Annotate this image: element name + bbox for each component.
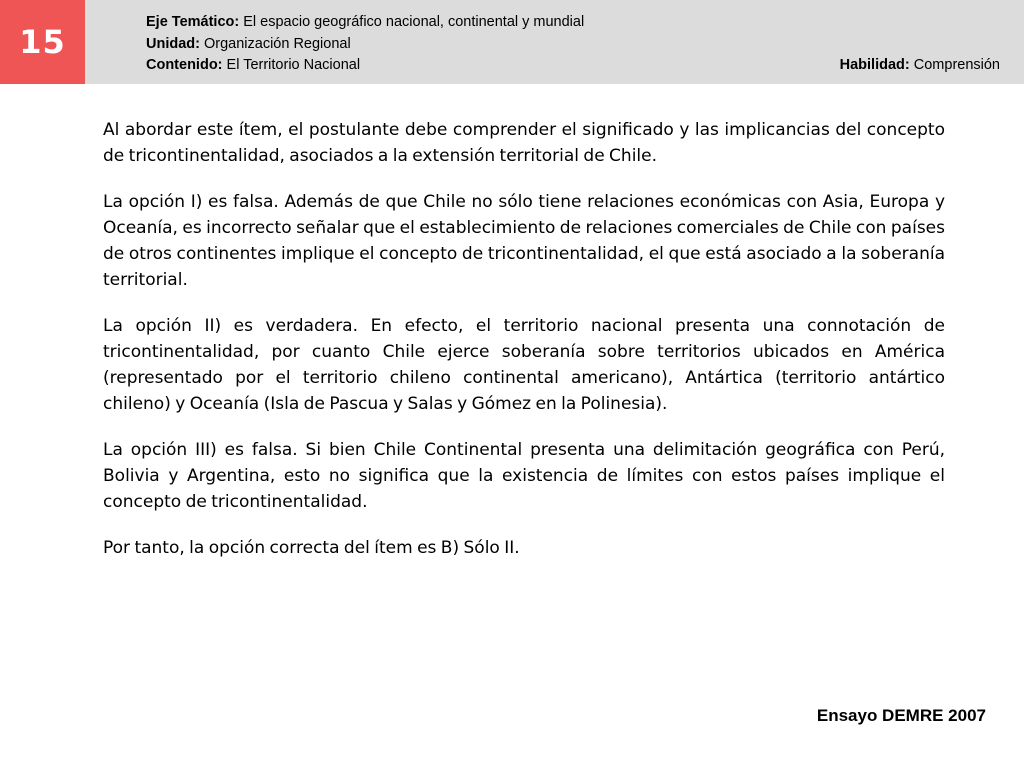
habilidad bbox=[840, 56, 1000, 74]
eje-tematico bbox=[146, 13, 584, 31]
contenido bbox=[146, 56, 360, 74]
paragraph-option-ii: La opción II) es verdadera. En efecto, el territorio nacional presenta una connotación de tricontinentalidad, por cuanto Chile ejerce soberanía sobre territorios ubicados en América (representado por el territorio chileno continental americano), Antártica (territorio antártico chileno) y Oceanía (Isla de Pascua y Salas y Gómez en la Polinesia). bbox=[103, 316, 945, 414]
paragraph-option-i: La opción I) es falsa. Además de que Chile no sólo tiene relaciones económicas con Asia, Europa y Oceanía, es incorrecto señalar que el establecimiento de relaciones comerciales de Chile con países de otros continentes implique el concepto de tricontinentalidad, el que está asociado a la soberanía territorial. bbox=[103, 192, 945, 290]
item-number: 15 bbox=[19, 23, 66, 61]
source-footer: Ensayo DEMRE 2007 bbox=[816, 706, 986, 725]
eje-label: Eje Temático: bbox=[146, 14, 240, 30]
item-number-badge bbox=[0, 0, 85, 84]
paragraph-conclusion: Por tanto, la opción correcta del ítem es B) Sólo II. bbox=[103, 538, 520, 558]
contenido-label: Contenido: bbox=[146, 57, 223, 73]
paragraph-option-iii: La opción III) es falsa. Si bien Chile Continental presenta una delimitación geográfica con Perú, Bolivia y Argentina, esto no significa que la existencia de límites con estos países implique el concepto de tricontinentalidad. bbox=[103, 440, 945, 512]
unidad-value: Organización Regional bbox=[199, 36, 351, 52]
unidad-label: Unidad: bbox=[146, 36, 200, 52]
paragraph-intro: Al abordar este ítem, el postulante debe comprender el significado y las implicancias del concepto de tricontinentalidad, asociados a la extensión territorial de Chile. bbox=[103, 120, 945, 166]
contenido-value: El Territorio Nacional bbox=[222, 57, 361, 73]
unidad bbox=[146, 35, 351, 53]
habilidad-value: Comprensión bbox=[909, 57, 1000, 73]
eje-value: El espacio geográfico nacional, continental y mundial bbox=[239, 14, 585, 30]
habilidad-label: Habilidad: bbox=[839, 57, 910, 73]
explanation-text bbox=[103, 117, 945, 581]
